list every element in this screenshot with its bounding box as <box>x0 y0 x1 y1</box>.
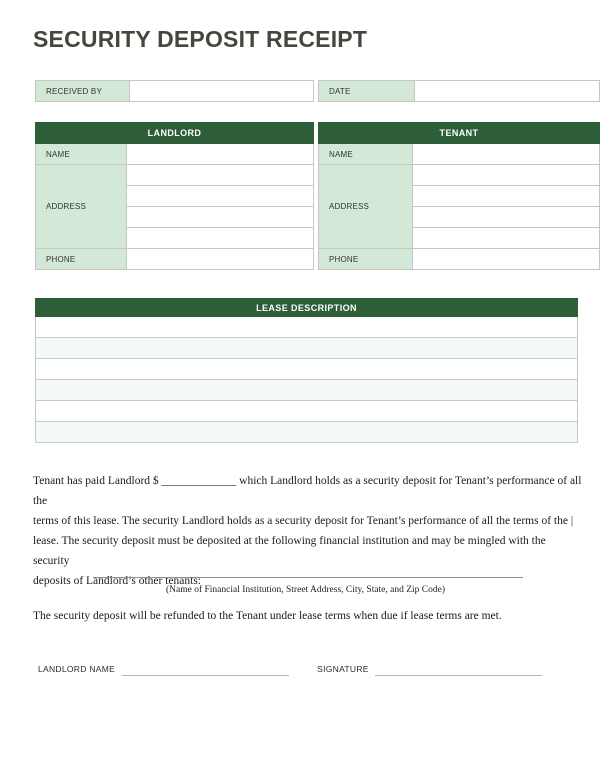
landlord-phone-input[interactable] <box>127 249 314 270</box>
tenant-phone-label: PHONE <box>319 249 413 270</box>
signature-blank[interactable] <box>375 660 542 676</box>
landlord-name-label: NAME <box>36 144 127 165</box>
paragraph-line: Tenant has paid Landlord $ _____________ which Landlord holds as a security deposit for Tenant’s performance of all the <box>33 475 582 507</box>
tenant-address-line-input[interactable] <box>413 165 600 186</box>
landlord-name-input[interactable] <box>127 144 314 165</box>
page-title: SECURITY DEPOSIT RECEIPT <box>33 26 368 52</box>
refund-sentence: The security deposit will be refunded to the Tenant under lease terms when due if lease terms are met. <box>33 610 502 622</box>
paragraph-line: lease. The security deposit must be deposited at the following financial institution and may be mingled with the security <box>33 535 546 567</box>
landlord-address-line-input[interactable] <box>127 186 314 207</box>
lease-description-table <box>35 298 578 443</box>
date-table <box>318 80 600 102</box>
landlord-name-sign-blank[interactable] <box>122 660 289 676</box>
date-label: DATE <box>319 81 415 102</box>
signature-row <box>38 660 578 676</box>
paragraph-line: deposits of Landlord’s other tenants: <box>33 575 201 587</box>
lease-description-row[interactable] <box>36 359 578 380</box>
received-by-label: RECEIVED BY <box>36 81 130 102</box>
parties-section <box>35 122 600 270</box>
receipt-meta-row <box>35 80 600 102</box>
tenant-address-line-input[interactable] <box>413 228 600 249</box>
paragraph-line-text: terms of this lease. The security Landlord holds as a security deposit for Tenant’s performance of all the terms of the <box>33 515 568 527</box>
lease-description-row[interactable] <box>36 338 578 359</box>
landlord-address-label: ADDRESS <box>36 165 127 249</box>
tenant-name-label: NAME <box>319 144 413 165</box>
lease-description-row[interactable] <box>36 401 578 422</box>
tenant-phone-input[interactable] <box>413 249 600 270</box>
landlord-address-line-input[interactable] <box>127 207 314 228</box>
tenant-address-line-input[interactable] <box>413 186 600 207</box>
landlord-phone-label: PHONE <box>36 249 127 270</box>
lease-description-row[interactable] <box>36 380 578 401</box>
tenant-table <box>318 122 600 270</box>
lease-description-row[interactable] <box>36 317 578 338</box>
paragraph-line <box>33 511 583 531</box>
lease-description-row[interactable] <box>36 422 578 443</box>
landlord-table <box>35 122 314 270</box>
tenant-header: TENANT <box>319 123 600 144</box>
landlord-address-line-input[interactable] <box>127 228 314 249</box>
text-cursor: | <box>570 515 574 527</box>
tenant-address-label: ADDRESS <box>319 165 413 249</box>
financial-institution-caption: (Name of Financial Institution, Street Address, City, State, and Zip Code) <box>165 585 446 595</box>
signature-label: SIGNATURE <box>317 664 369 674</box>
received-by-input[interactable] <box>130 81 314 102</box>
received-by-table <box>35 80 314 102</box>
tenant-name-input[interactable] <box>413 144 600 165</box>
lease-description-header: LEASE DESCRIPTION <box>36 299 578 317</box>
landlord-header: LANDLORD <box>36 123 314 144</box>
date-input[interactable] <box>415 81 600 102</box>
financial-institution-blank[interactable] <box>93 568 523 578</box>
landlord-name-sign-label: LANDLORD NAME <box>38 664 116 674</box>
landlord-address-line-input[interactable] <box>127 165 314 186</box>
tenant-address-line-input[interactable] <box>413 207 600 228</box>
